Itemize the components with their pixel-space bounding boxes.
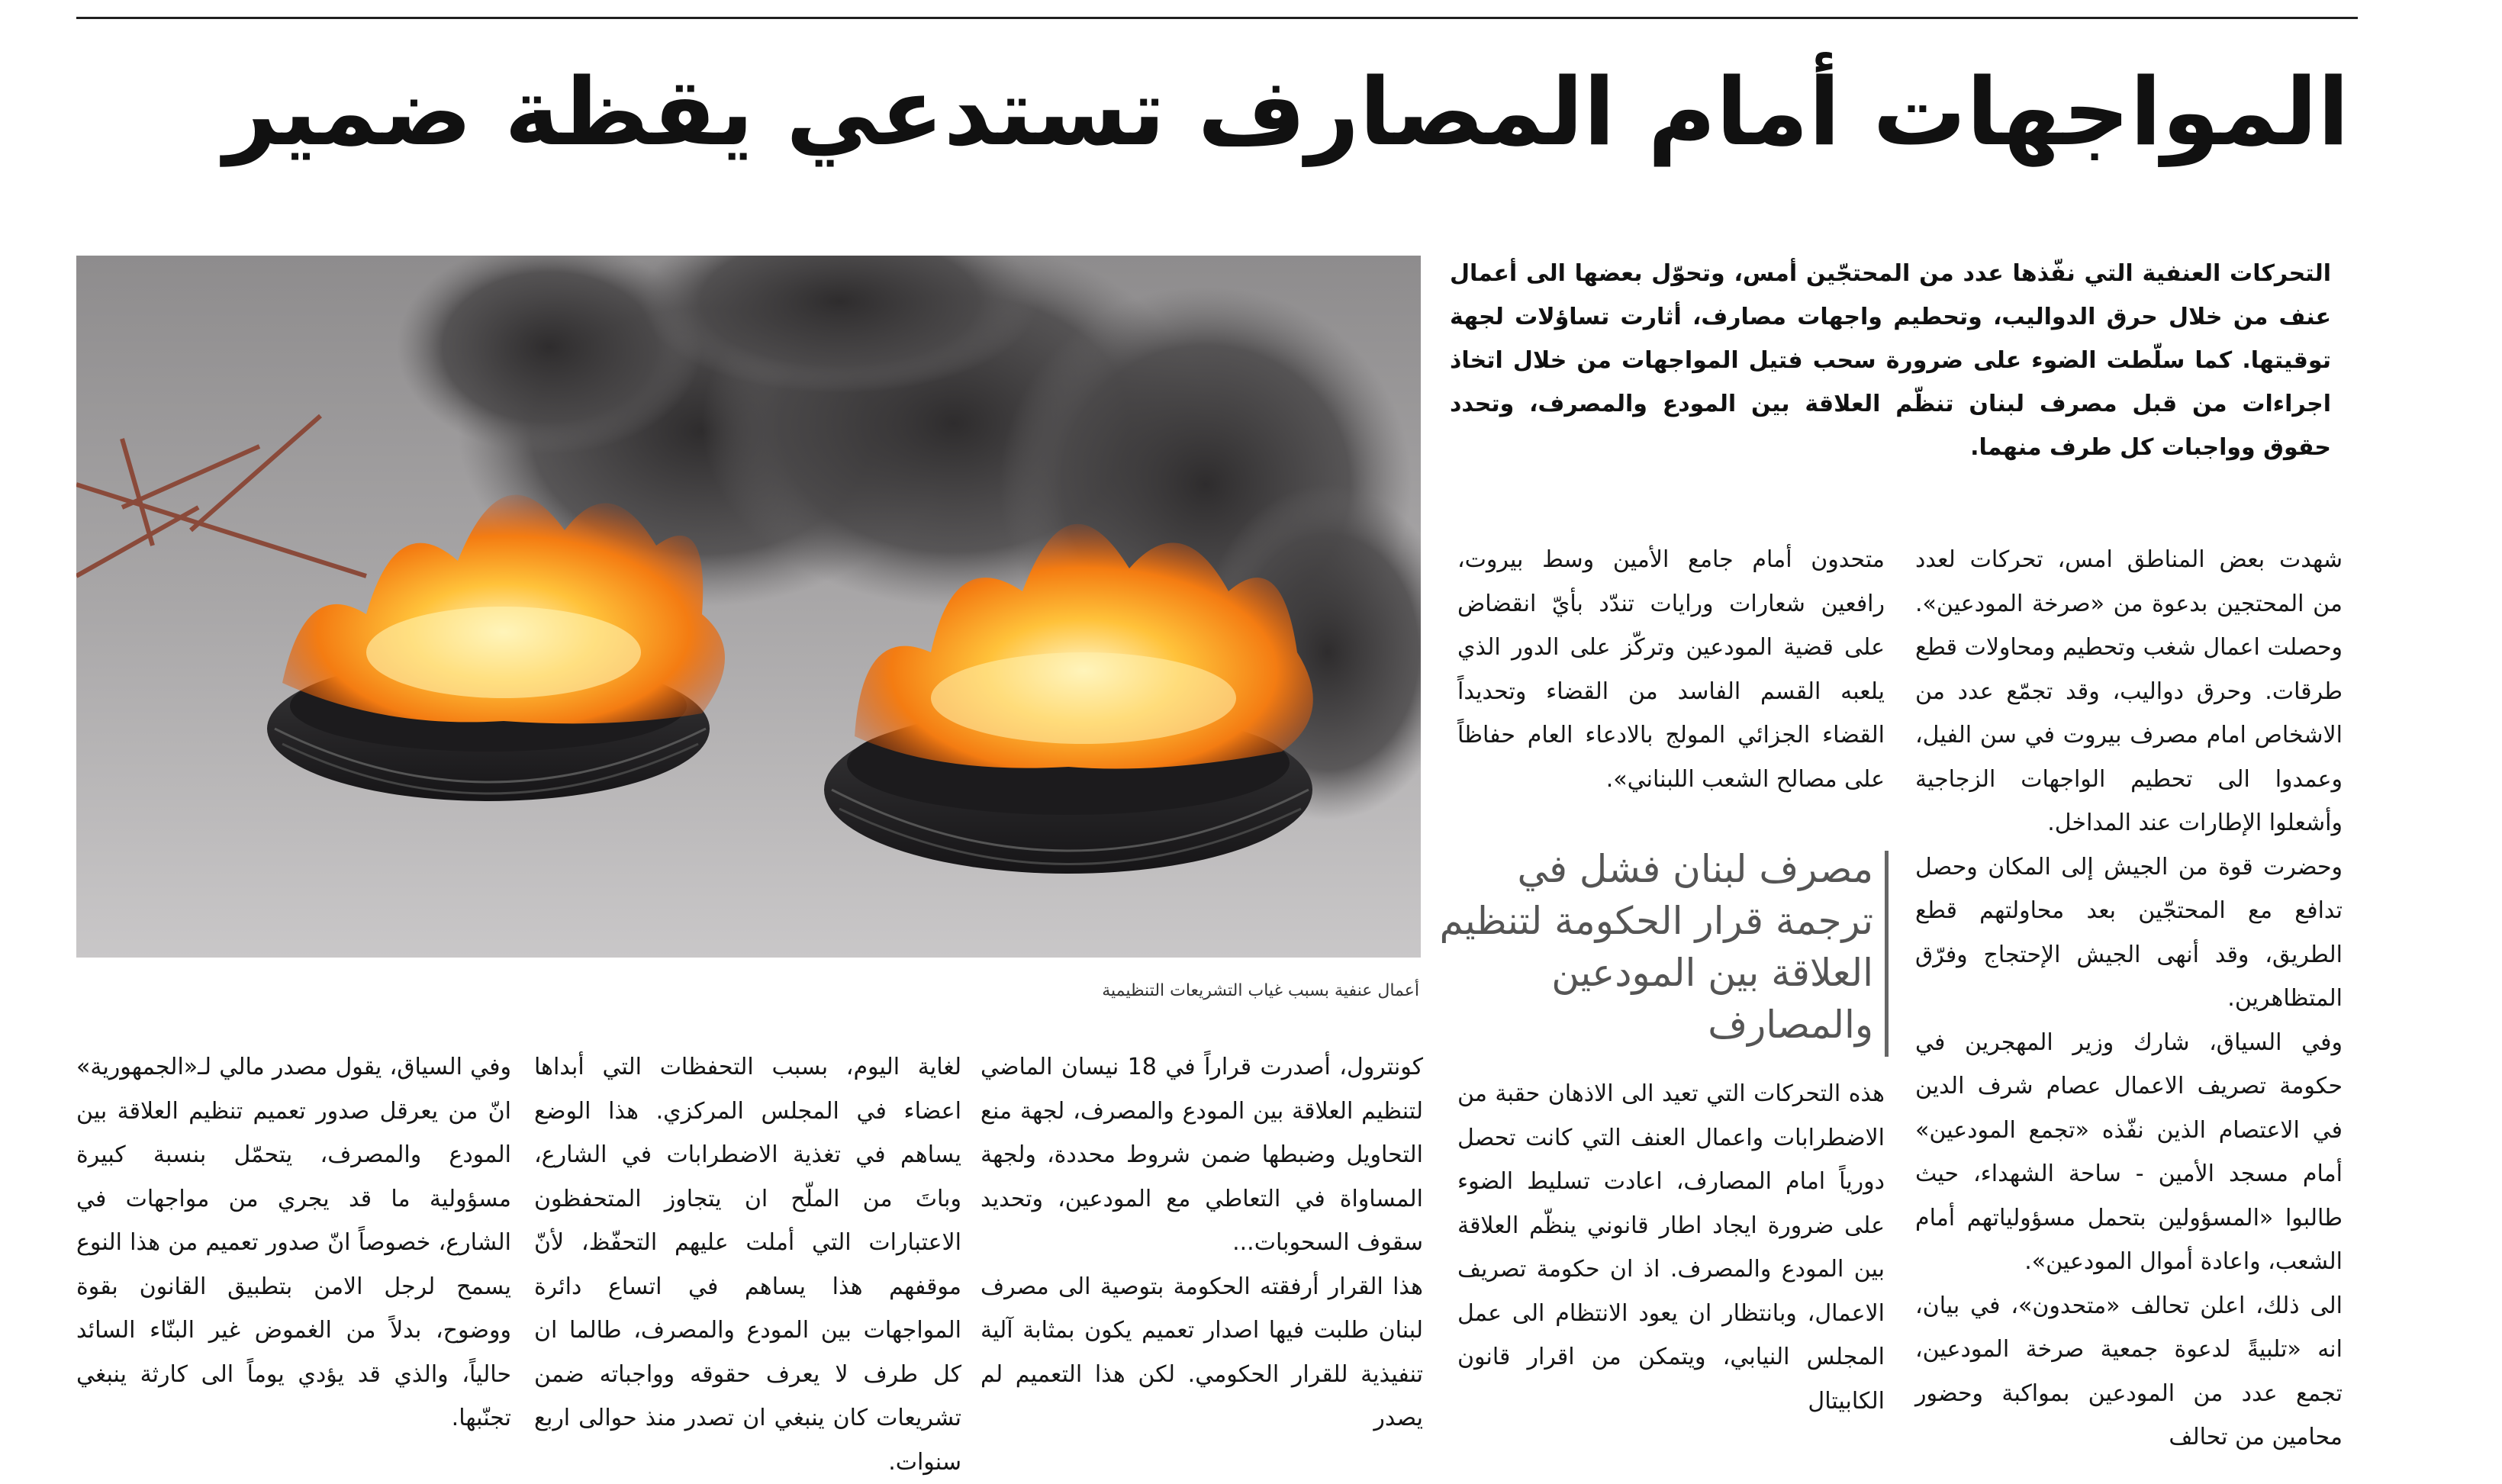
headline: المواجهات أمام المصارف تستدعي يقظة ضمير xyxy=(224,58,2349,166)
top-rule xyxy=(76,17,2358,19)
paragraph: لغاية اليوم، بسبب التحفظات التي أبداها اعضاء في المجلس المركزي. هذا الوضع يساهم في تغذية الاضطرابات في الشارع، وباتَ من الملّح ان يتجاوز المتحفظون الاعتبارات التي أملت عليهم التحفّظ، لأنّ موقفهم هذا يساهم في اتساع دائرة المواجهات بين المودع والمصرف، طالما ان كل طرف لا يعرف حقوقه وواجباته ضمن تشريعات كان ينبغي ان تصدر منذ حوالى اربع سنوات. xyxy=(534,1054,961,1476)
paragraph: شهدت بعض المناطق امس، تحركات لعدد من المحتجين بدعوة من «صرخة المودعين». وحصلت اعمال شغب وتحطيم ومحاولات قطع طرقات. وحرق دواليب، وقد تجمّع عدد من الاشخاص امام مصرف بيروت في سن الفيل، وعمدوا الى تحطيم الواجهات الزجاجية وأشعلوا الإطارات عند المداخل. xyxy=(1915,546,2343,836)
article-column-1 xyxy=(1915,538,2343,1460)
paragraph: هذه التحركات التي تعيد الى الاذهان حقبة من الاضطرابات واعمال العنف التي كانت تحصل دورياً امام المصارف، اعادت تسليط الضوء على ضرورة ايجاد اطار قانوني ينظّم العلاقة بين المودع والمصرف. اذ ان حكومة تصريف الاعمال، وبانتظار ان يعود الانتظام الى عمل المجلس النيابي، ويتمكن من اقرار قانون الكابيتال xyxy=(1457,1080,1885,1415)
article-column-5 xyxy=(534,1045,961,1484)
article-column-4 xyxy=(981,1045,1423,1441)
pull-quote-bar xyxy=(1885,851,1889,1057)
paragraph: وفي السياق، يقول مصدر مالي لـ«الجمهورية» انّ من يعرقل صدور تعميم تنظيم العلاقة بين المودع والمصرف، يتحمّل بنسبة كبيرة مسؤولية ما قد يجري من مواجهات في الشارع، خصوصاً انّ صدور تعميم من هذا النوع يسمح لرجل الامن بتطبيق القانون بقوة ووضوح، بدلاً من الغموض غير البنّاء السائد حالياً، والذي قد يؤدي يوماً الى كارثة ينبغي تجنّبها. xyxy=(76,1054,511,1431)
photo-caption: أعمال عنفية بسبب غياب التشريعات التنظيمية xyxy=(1102,981,1419,1000)
paragraph: وحضرت قوة من الجيش إلى المكان وحصل تدافع مع المحتجّين بعد محاولتهم قطع الطريق، وقد أنهى الجيش الإحتجاج وفرّق المتظاهرين. xyxy=(1915,853,2343,1012)
article-column-2 xyxy=(1457,538,1885,801)
paragraph: هذا القرار أرفقته الحكومة بتوصية الى مصرف لبنان طلبت فيها اصدار تعميم يكون بمثابة آلية تنفيذية للقرار الحكومي. لكن هذا التعميم لم يصدر xyxy=(981,1273,1423,1431)
paragraph: كونترول، أصدرت قراراً في 18 نيسان الماضي لتنظيم العلاقة بين المودع والمصرف، لجهة منع التحاويل وضبطها ضمن شروط محددة، ولجهة المساواة في التعاطي مع المودعين، وتحديد سقوف السحوبات... xyxy=(981,1054,1423,1256)
pull-quote: مصرف لبنان فشل في ترجمة قرار الحكومة لتنظيم العلاقة بين المودعين والمصارف xyxy=(1439,847,1873,1047)
news-photo xyxy=(76,256,1421,958)
lede-paragraph: التحركات العنفية التي نفّذها عدد من المحتجّين أمس، وتحوّل بعضها الى أعمال عنف من خلال حرق الدواليب، وتحطيم واجهات مصارف، أثارت تساؤلات لجهة توقيتها. كما سلّطت الضوء على ضرورة سحب فتيل المواجهات من خلال اتخاذ اجراءات من قبل مصرف لبنان تنظّم العلاقة بين المودع والمصرف، وتحدد حقوق وواجبات كل طرف منهما. xyxy=(1450,260,2331,461)
article-column-3 xyxy=(1457,1072,1885,1423)
paragraph: وفي السياق، شارك وزير المهجرين في حكومة تصريف الاعمال عصام شرف الدين في الاعتصام الذين نفّذه «تجمع المودعين» أمام مسجد الأمين - ساحة الشهداء، حيث طالبوا «المسؤولين بتحمل مسؤولياتهم أمام الشعب، واعادة أموال المودعين». xyxy=(1915,1028,2343,1275)
article-column-6 xyxy=(76,1045,511,1441)
paragraph: الى ذلك، اعلن تحالف «متحدون»، في بيان، انه «تلبيةً لدعوة جمعية صرخة المودعين، تجمع عدد من المودعين بمواكبة وحضور محامين من تحالف xyxy=(1915,1292,2343,1450)
paragraph: متحدون أمام جامع الأمين وسط بيروت، رافعين شعارات ورايات تندّد بأيّ انقضاض على قضية المودعين وتركّز على الدور الذي يلعبه القسم الفاسد من القضاء وتحديداً القضاء الجزائي المولج بالادعاء العام حفاظاً على مصالح الشعب اللبناني». xyxy=(1457,546,1885,793)
